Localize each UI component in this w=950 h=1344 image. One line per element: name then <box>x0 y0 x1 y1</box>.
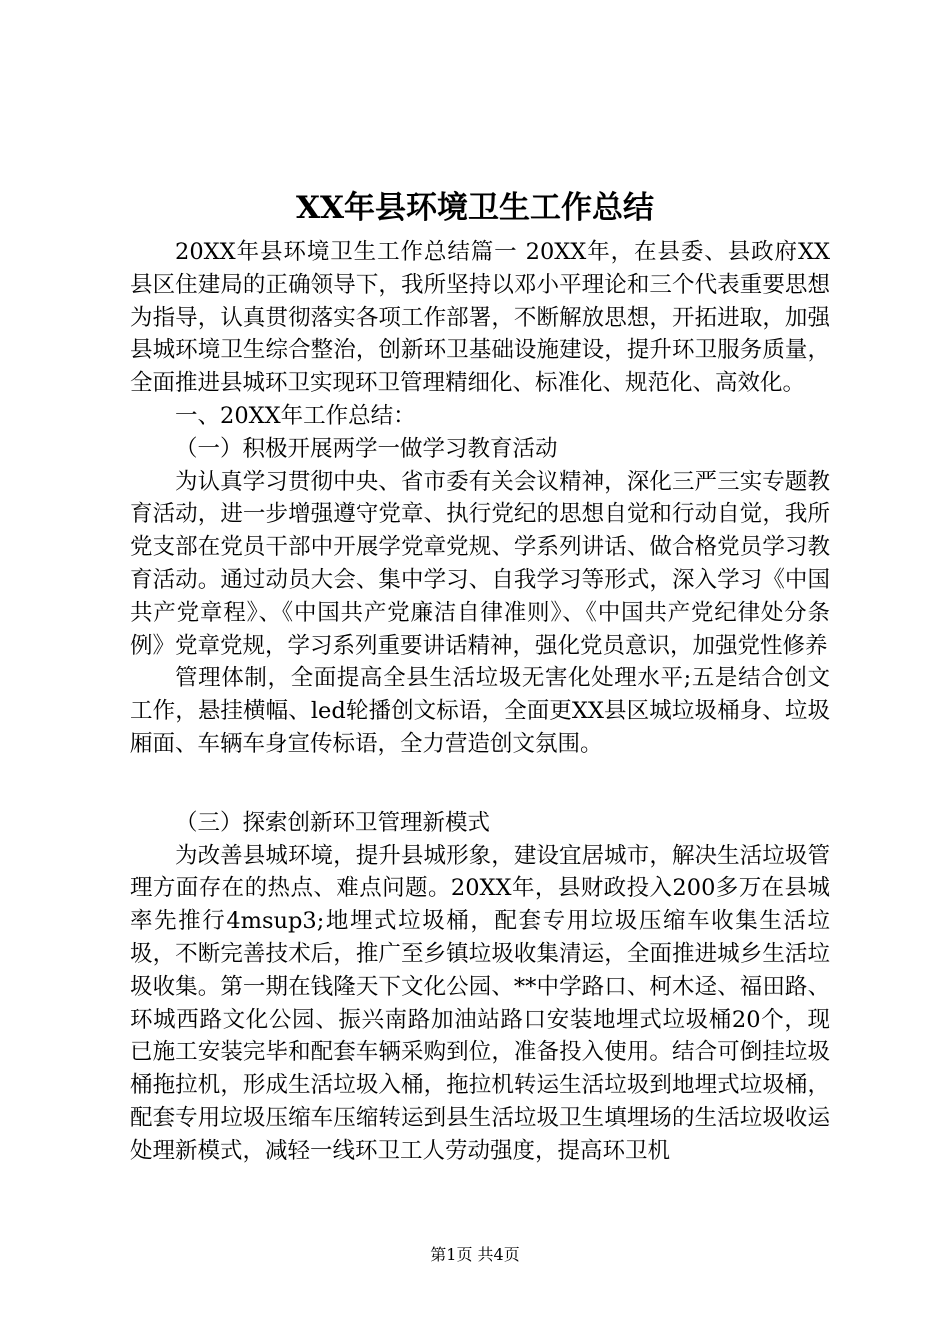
management-paragraph: 管理体制，全面提高全县生活垃圾无害化处理水平;五是结合创文工作，悬挂横幅、led轮播创文标语，全面更XX县区城垃圾桶身、垃圾厢面、车辆车身宣传标语，全力营造创文氛围。 <box>130 665 830 757</box>
page-footer: 第1页 共4页 <box>430 1245 520 1264</box>
study-paragraph: 为认真学习贯彻中央、省市委有关会议精神，深化三严三实专题教育活动，进一步增强遵守党章、执行党纪的思想自觉和行动自觉，我所党支部在党员干部中开展学党章党规、学系列讲话、做合格党员学习教育活动。通过动员大会、集中学习、自我学习等形式，深入学习《中国共产党章程》、《中国共产党廉洁自律准则》、《中国共产党纪律处分条例》党章党规，学习系列重要讲话精神，强化党员意识，加强党性修养 <box>130 468 830 659</box>
section-heading-one: 一、20XX年工作总结： <box>175 402 416 429</box>
paragraph-gap <box>130 761 830 807</box>
intro-paragraph: 20XX年县环境卫生工作总结篇一 20XX年，在县委、县政府XX县区住建局的正确领导下，我所坚持以邓小平理论和三个代表重要思想为指导，认真贯彻落实各项工作部署，不断解放思想，开拓进取，加强县城环境卫生综合整治，创新环卫基础设施建设，提升环卫服务质量，全面推进县城环卫实现环卫管理精细化、标准化、规范化、高效化。 <box>130 239 830 397</box>
document-title: XX年县环境卫生工作总结 <box>295 190 655 226</box>
document-body <box>130 236 830 1168</box>
subsection-heading-one: （一）积极开展两学一做学习教育活动 <box>175 435 558 462</box>
innovation-paragraph: 为改善县城环境，提升县城形象，建设宜居城市，解决生活垃圾管理方面存在的热点、难点问题。20XX年，县财政投入200多万在县城率先推行4msup3;地埋式垃圾桶，配套专用垃圾压缩车收集生活垃圾，不断完善技术后，推广至乡镇垃圾收集清运，全面推进城乡生活垃圾收集。第一期在钱隆天下文化公园、**中学路口、柯木迳、福田路、环城西路文化公园、振兴南路加油站路口安装地埋式垃圾桶20个，现已施工安装完毕和配套车辆采购到位，准备投入使用。结合可倒挂垃圾桶拖拉机，形成生活垃圾入桶，拖拉机转运生活垃圾到地埋式垃圾桶，配套专用垃圾压缩车压缩转运到县生活垃圾卫生填埋场的生活垃圾收运处理新模式，减轻一线环卫工人劳动强度，提高环卫机 <box>130 842 830 1164</box>
subsection-heading-three: （三）探索创新环卫管理新模式 <box>175 809 491 836</box>
